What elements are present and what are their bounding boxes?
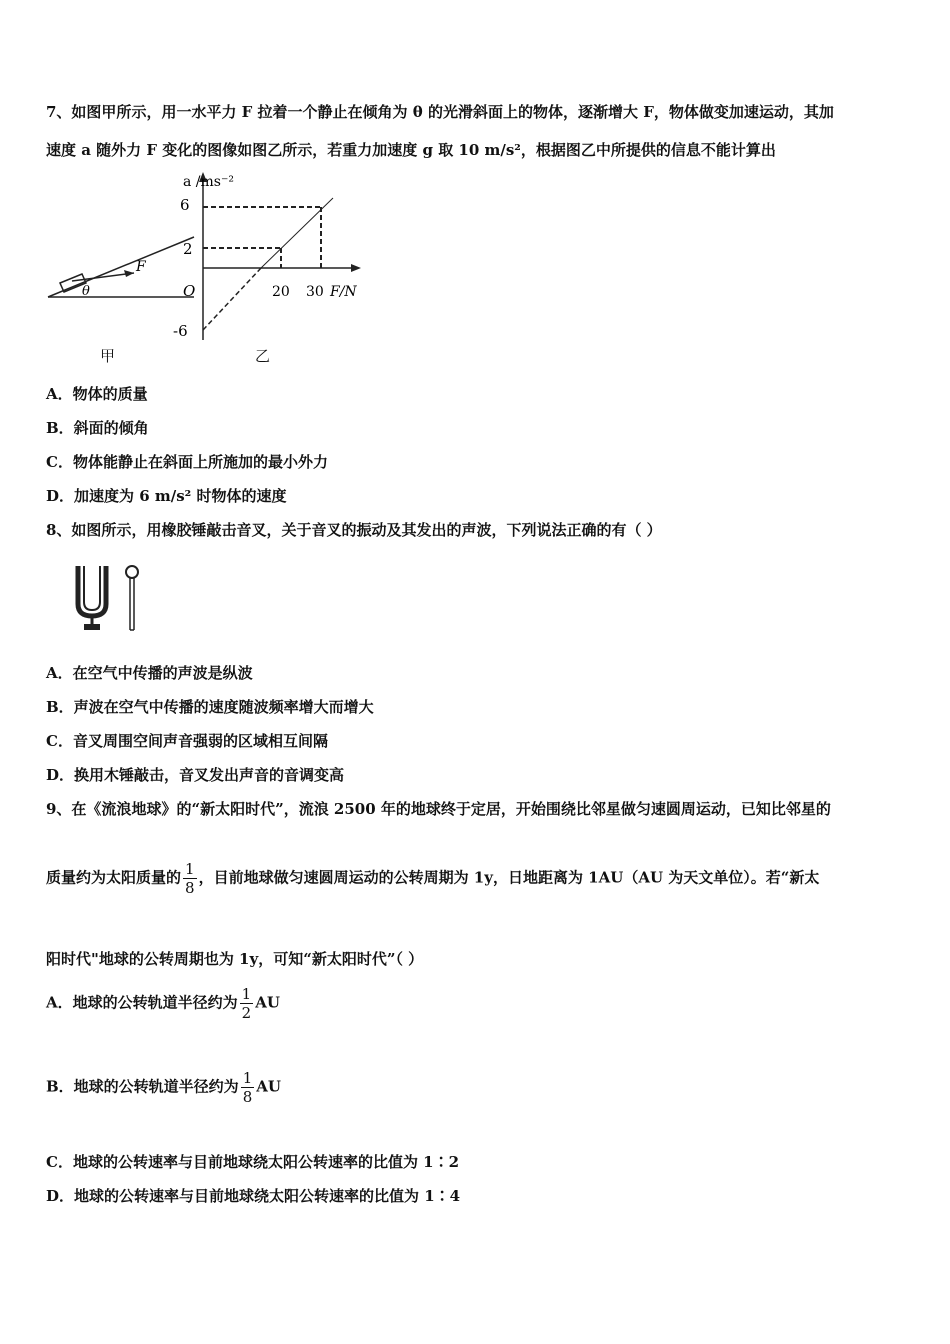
q7-option-c: C．物体能静止在斜面上所施加的最小外力 [46,453,328,471]
fraction-one-half: $\frac{1}{2}$ [241,985,252,1022]
label-yi: 乙 [255,347,271,365]
q7-option-a: A．物体的质量 [46,385,148,403]
q8-option-b: B．声波在空气中传播的速度随波频率增大而增大 [46,698,374,716]
fraction-one-eighth-b: $\frac{1}{8}$ [242,1069,253,1106]
x-axis-label: F/N [330,284,357,300]
q8-option-c: C．音叉周围空间声音强弱的区域相互间隔 [46,732,328,750]
fraction-one-eighth: $\frac{1}{8}$ [185,860,195,897]
q9-option-d: D．地球的公转速率与目前地球绕太阳公转速率的比值为 1∶4 [46,1187,461,1205]
q7-option-b: B．斜面的倾角 [46,419,149,437]
q9-stem-line2 [46,860,819,897]
q7-option-d: D．加速度为 6 m/s² 时物体的速度 [46,487,287,505]
y-tick-2: 2 [183,240,193,258]
y-tick-neg6: -6 [173,322,188,340]
angle-label: θ [82,284,90,299]
q9-option-b: B．地球的公转轨道半径约为 $\frac{1}{8}$ AU [46,1069,281,1106]
y-tick-6: 6 [180,196,190,214]
q7-stem-line1: 7、如图甲所示，用一水平力 F 拉着一个静止在倾角为 θ 的光滑斜面上的物体，逐渐增大 F，物体做变加速运动，其加 [46,103,834,121]
x-tick-30: 30 [306,284,324,300]
force-label: F [136,259,146,275]
q8-stem: 8、如图所示，用橡胶锤敲击音叉，关于音叉的振动及其发出的声波，下列说法正确的有（ ） [46,521,662,539]
q8-option-d: D．换用木锤敲击，音叉发出声音的音调变高 [46,766,345,784]
label-jia: 甲 [100,347,116,365]
q9-stem-line3: 阳时代"地球的公转周期也为 1y，可知“新太阳时代”（ ） [46,950,424,968]
y-axis-label: a /ms⁻² [183,174,234,190]
q9-line2-post: ，目前地球做匀速圆周运动的公转周期为 1y，日地距离为 1AU（AU 为天文单位）。若“新太 [198,868,820,887]
origin-label: O [183,282,196,300]
tuning-fork-figure [70,560,150,635]
q9-option-a: A．地球的公转轨道半径约为 $\frac{1}{2}$ AU [46,985,280,1022]
q8-option-a: A．在空气中传播的声波是纵波 [46,664,253,682]
q7-stem-line2: 速度 a 随外力 F 变化的图像如图乙所示，若重力加速度 g 取 10 m/s²，根据图乙中所提供的信息不能计算出 [46,141,776,159]
acceleration-graph [165,170,365,345]
q9-stem-line1: 9、在《流浪地球》的“新太阳时代”，流浪 2500 年的地球终于定居，开始围绕比邻星做匀速圆周运动，已知比邻星的 [46,800,831,818]
q9-option-c: C．地球的公转速率与目前地球绕太阳公转速率的比值为 1∶2 [46,1153,460,1171]
x-tick-20: 20 [272,284,290,300]
q9-line2-pre: 质量约为太阳质量的 [46,868,182,887]
